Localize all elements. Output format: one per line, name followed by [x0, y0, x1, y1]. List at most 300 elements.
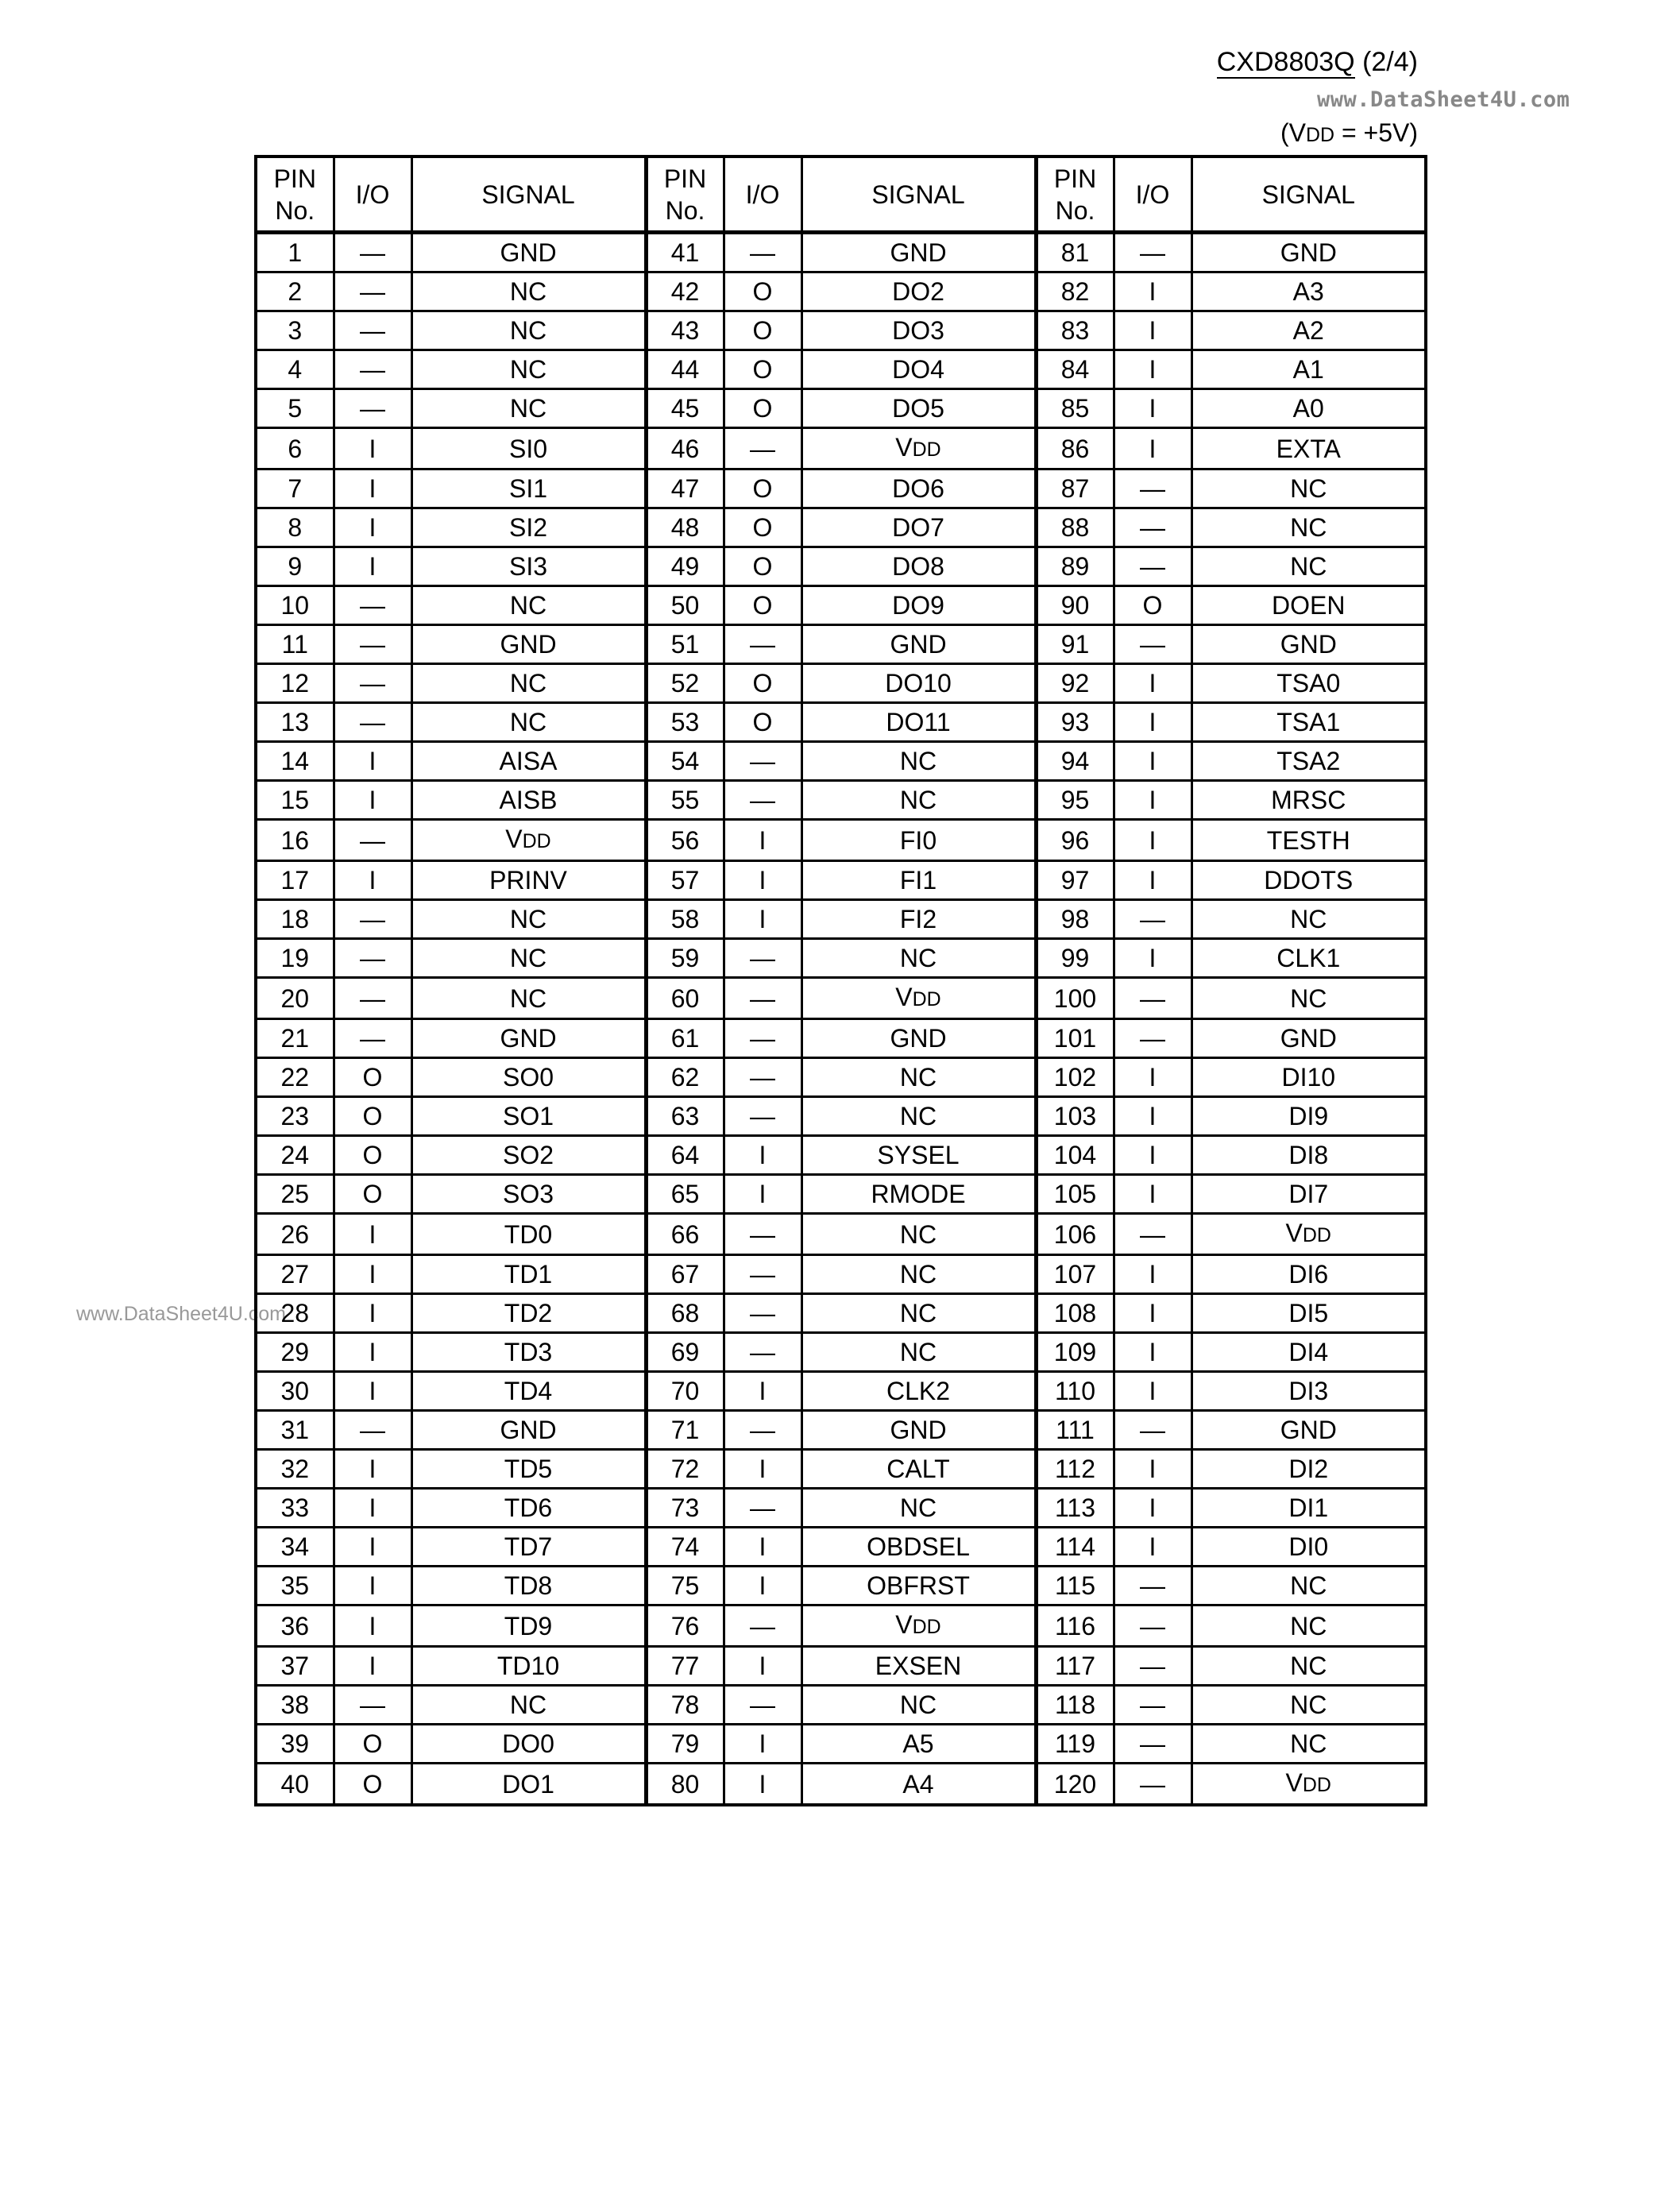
- io-cell: I: [334, 1528, 411, 1567]
- io-cell: O: [724, 311, 801, 350]
- pin-number-cell: 16: [256, 820, 334, 861]
- signal-cell: DOEN: [1191, 586, 1426, 625]
- signal-cell: TSA2: [1191, 742, 1426, 781]
- signal-cell: NC: [801, 1294, 1036, 1333]
- io-cell: I: [1114, 781, 1191, 820]
- io-cell: —: [334, 820, 411, 861]
- pin-number-cell: 25: [256, 1175, 334, 1214]
- table-row: [256, 428, 1426, 469]
- pin-number-cell: 97: [1036, 861, 1114, 900]
- pin-number-cell: 5: [256, 389, 334, 428]
- signal-cell: DO1: [411, 1764, 646, 1806]
- signal-cell: DI5: [1191, 1294, 1426, 1333]
- table-row: [256, 781, 1426, 820]
- io-cell: I: [334, 428, 411, 469]
- io-cell: —: [724, 625, 801, 664]
- signal-cell: A1: [1191, 350, 1426, 389]
- signal-cell: DO0: [411, 1725, 646, 1764]
- table-header-row: [256, 156, 1426, 233]
- signal-cell: DI3: [1191, 1372, 1426, 1411]
- table-row: [256, 742, 1426, 781]
- pin-number-cell: 28: [256, 1294, 334, 1333]
- pin-number-cell: 75: [646, 1567, 724, 1605]
- signal-cell: NC: [411, 311, 646, 350]
- io-cell: O: [334, 1175, 411, 1214]
- table-row: [256, 1255, 1426, 1294]
- signal-cell: GND: [801, 233, 1036, 272]
- table-row: [256, 1136, 1426, 1175]
- table-row: [256, 1411, 1426, 1450]
- table-row: [256, 1489, 1426, 1528]
- pin-number-cell: 7: [256, 469, 334, 508]
- signal-cell: NC: [801, 1255, 1036, 1294]
- table-row: [256, 1567, 1426, 1605]
- pin-number-cell: 119: [1036, 1725, 1114, 1764]
- io-cell: O: [724, 508, 801, 547]
- pin-number-cell: 62: [646, 1058, 724, 1097]
- table-row: [256, 233, 1426, 272]
- signal-cell: NC: [411, 703, 646, 742]
- header-pin-no: PIN No.: [646, 156, 724, 233]
- signal-cell: TD1: [411, 1255, 646, 1294]
- signal-cell: DI1: [1191, 1489, 1426, 1528]
- table-row: [256, 1725, 1426, 1764]
- signal-cell: A4: [801, 1764, 1036, 1806]
- pin-number-cell: 47: [646, 469, 724, 508]
- table-row: [256, 1528, 1426, 1567]
- io-cell: O: [334, 1764, 411, 1806]
- pin-number-cell: 31: [256, 1411, 334, 1450]
- io-cell: I: [724, 820, 801, 861]
- io-cell: I: [334, 781, 411, 820]
- io-cell: —: [724, 1214, 801, 1255]
- header-io: I/O: [334, 156, 411, 233]
- signal-cell: VDD: [801, 428, 1036, 469]
- signal-cell: NC: [801, 742, 1036, 781]
- signal-cell: AISB: [411, 781, 646, 820]
- signal-cell: TD10: [411, 1647, 646, 1686]
- io-cell: O: [724, 586, 801, 625]
- signal-cell: NC: [1191, 1686, 1426, 1725]
- pin-number-cell: 114: [1036, 1528, 1114, 1567]
- pin-number-cell: 24: [256, 1136, 334, 1175]
- pin-number-cell: 105: [1036, 1175, 1114, 1214]
- io-cell: —: [334, 978, 411, 1019]
- table-row: [256, 703, 1426, 742]
- pin-number-cell: 76: [646, 1605, 724, 1647]
- signal-cell: GND: [411, 625, 646, 664]
- io-cell: O: [334, 1058, 411, 1097]
- signal-cell: NC: [411, 389, 646, 428]
- io-cell: I: [1114, 1333, 1191, 1372]
- pin-number-cell: 56: [646, 820, 724, 861]
- io-cell: —: [724, 1489, 801, 1528]
- pin-number-cell: 89: [1036, 547, 1114, 586]
- pin-number-cell: 63: [646, 1097, 724, 1136]
- signal-cell: FI1: [801, 861, 1036, 900]
- io-cell: O: [724, 350, 801, 389]
- signal-cell: TSA1: [1191, 703, 1426, 742]
- pin-number-cell: 11: [256, 625, 334, 664]
- io-cell: I: [334, 1372, 411, 1411]
- io-cell: —: [1114, 978, 1191, 1019]
- signal-cell: NC: [1191, 900, 1426, 939]
- io-cell: I: [1114, 1255, 1191, 1294]
- signal-cell: DDOTS: [1191, 861, 1426, 900]
- io-cell: I: [334, 1647, 411, 1686]
- signal-cell: A0: [1191, 389, 1426, 428]
- page-indicator: (2/4): [1362, 47, 1418, 77]
- table-row: [256, 1605, 1426, 1647]
- pin-number-cell: 35: [256, 1567, 334, 1605]
- pin-table: [254, 155, 1427, 1806]
- signal-cell: NC: [801, 1686, 1036, 1725]
- io-cell: I: [724, 1725, 801, 1764]
- pin-number-cell: 88: [1036, 508, 1114, 547]
- pin-number-cell: 32: [256, 1450, 334, 1489]
- signal-cell: NC: [1191, 1725, 1426, 1764]
- pin-number-cell: 20: [256, 978, 334, 1019]
- signal-cell: NC: [801, 1489, 1036, 1528]
- table-row: [256, 1450, 1426, 1489]
- io-cell: O: [334, 1725, 411, 1764]
- table-row: [256, 1294, 1426, 1333]
- signal-cell: OBFRST: [801, 1567, 1036, 1605]
- pin-number-cell: 66: [646, 1214, 724, 1255]
- supply-condition: (VDD = +5V): [1280, 118, 1418, 147]
- pin-number-cell: 118: [1036, 1686, 1114, 1725]
- pin-number-cell: 45: [646, 389, 724, 428]
- signal-cell: DO9: [801, 586, 1036, 625]
- io-cell: I: [1114, 311, 1191, 350]
- signal-cell: SO0: [411, 1058, 646, 1097]
- pin-number-cell: 91: [1036, 625, 1114, 664]
- io-cell: I: [724, 1372, 801, 1411]
- pin-number-cell: 82: [1036, 272, 1114, 311]
- pin-number-cell: 108: [1036, 1294, 1114, 1333]
- pin-number-cell: 17: [256, 861, 334, 900]
- pin-number-cell: 90: [1036, 586, 1114, 625]
- table-row: [256, 350, 1426, 389]
- io-cell: I: [334, 742, 411, 781]
- io-cell: —: [334, 1686, 411, 1725]
- table-row: [256, 861, 1426, 900]
- io-cell: I: [334, 861, 411, 900]
- pin-number-cell: 92: [1036, 664, 1114, 703]
- table-row: [256, 469, 1426, 508]
- pin-number-cell: 95: [1036, 781, 1114, 820]
- pin-number-cell: 94: [1036, 742, 1114, 781]
- pin-number-cell: 110: [1036, 1372, 1114, 1411]
- pin-number-cell: 42: [646, 272, 724, 311]
- io-cell: O: [724, 389, 801, 428]
- signal-cell: GND: [411, 1019, 646, 1058]
- table-row: [256, 586, 1426, 625]
- pin-number-cell: 49: [646, 547, 724, 586]
- signal-cell: NC: [1191, 1605, 1426, 1647]
- pin-number-cell: 27: [256, 1255, 334, 1294]
- pin-number-cell: 115: [1036, 1567, 1114, 1605]
- pin-number-cell: 101: [1036, 1019, 1114, 1058]
- pin-number-cell: 36: [256, 1605, 334, 1647]
- pin-number-cell: 14: [256, 742, 334, 781]
- header-pin-no: PIN No.: [256, 156, 334, 233]
- io-cell: I: [1114, 861, 1191, 900]
- pin-number-cell: 74: [646, 1528, 724, 1567]
- table-row: [256, 664, 1426, 703]
- signal-cell: DI9: [1191, 1097, 1426, 1136]
- pin-number-cell: 34: [256, 1528, 334, 1567]
- io-cell: I: [724, 861, 801, 900]
- pin-number-cell: 80: [646, 1764, 724, 1806]
- pin-number-cell: 37: [256, 1647, 334, 1686]
- signal-cell: NC: [1191, 1567, 1426, 1605]
- pin-number-cell: 22: [256, 1058, 334, 1097]
- signal-cell: GND: [801, 1411, 1036, 1450]
- io-cell: I: [724, 1528, 801, 1567]
- io-cell: I: [334, 1294, 411, 1333]
- signal-cell: GND: [1191, 1019, 1426, 1058]
- signal-cell: TD0: [411, 1214, 646, 1255]
- pin-number-cell: 112: [1036, 1450, 1114, 1489]
- io-cell: —: [334, 1019, 411, 1058]
- io-cell: —: [724, 1294, 801, 1333]
- pin-number-cell: 26: [256, 1214, 334, 1255]
- io-cell: I: [1114, 664, 1191, 703]
- io-cell: I: [1114, 1489, 1191, 1528]
- signal-cell: NC: [801, 781, 1036, 820]
- pin-number-cell: 98: [1036, 900, 1114, 939]
- io-cell: —: [724, 1019, 801, 1058]
- io-cell: I: [724, 1764, 801, 1806]
- signal-cell: FI0: [801, 820, 1036, 861]
- pin-number-cell: 50: [646, 586, 724, 625]
- signal-cell: DI10: [1191, 1058, 1426, 1097]
- signal-cell: TD4: [411, 1372, 646, 1411]
- io-cell: I: [724, 1567, 801, 1605]
- io-cell: —: [334, 703, 411, 742]
- pin-number-cell: 68: [646, 1294, 724, 1333]
- signal-cell: SO1: [411, 1097, 646, 1136]
- io-cell: I: [1114, 703, 1191, 742]
- io-cell: —: [334, 350, 411, 389]
- pin-number-cell: 55: [646, 781, 724, 820]
- io-cell: —: [1114, 547, 1191, 586]
- signal-cell: VDD: [1191, 1764, 1426, 1806]
- signal-cell: NC: [411, 586, 646, 625]
- signal-cell: NC: [411, 350, 646, 389]
- signal-cell: CLK2: [801, 1372, 1036, 1411]
- io-cell: I: [1114, 1294, 1191, 1333]
- table-row: [256, 1333, 1426, 1372]
- signal-cell: NC: [411, 939, 646, 978]
- pin-number-cell: 106: [1036, 1214, 1114, 1255]
- signal-cell: CLK1: [1191, 939, 1426, 978]
- io-cell: —: [1114, 900, 1191, 939]
- pin-number-cell: 79: [646, 1725, 724, 1764]
- io-cell: O: [724, 272, 801, 311]
- signal-cell: TD9: [411, 1605, 646, 1647]
- io-cell: —: [334, 272, 411, 311]
- pin-number-cell: 60: [646, 978, 724, 1019]
- pin-number-cell: 12: [256, 664, 334, 703]
- pin-number-cell: 117: [1036, 1647, 1114, 1686]
- io-cell: —: [1114, 469, 1191, 508]
- io-cell: I: [1114, 820, 1191, 861]
- pin-number-cell: 6: [256, 428, 334, 469]
- pin-number-cell: 77: [646, 1647, 724, 1686]
- signal-cell: TD5: [411, 1450, 646, 1489]
- signal-cell: GND: [1191, 1411, 1426, 1450]
- pin-number-cell: 99: [1036, 939, 1114, 978]
- io-cell: —: [724, 1411, 801, 1450]
- io-cell: I: [334, 1450, 411, 1489]
- signal-cell: NC: [1191, 1647, 1426, 1686]
- io-cell: I: [724, 1450, 801, 1489]
- pin-number-cell: 109: [1036, 1333, 1114, 1372]
- io-cell: —: [334, 1411, 411, 1450]
- pin-number-cell: 33: [256, 1489, 334, 1528]
- io-cell: —: [724, 1686, 801, 1725]
- io-cell: I: [334, 1333, 411, 1372]
- part-number: CXD8803Q: [1216, 47, 1355, 77]
- header-signal: SIGNAL: [801, 156, 1036, 233]
- pin-number-cell: 52: [646, 664, 724, 703]
- pin-number-cell: 46: [646, 428, 724, 469]
- pin-number-cell: 39: [256, 1725, 334, 1764]
- pin-number-cell: 2: [256, 272, 334, 311]
- signal-cell: GND: [411, 233, 646, 272]
- signal-cell: NC: [801, 1214, 1036, 1255]
- signal-cell: SI0: [411, 428, 646, 469]
- io-cell: —: [724, 978, 801, 1019]
- signal-cell: GND: [1191, 233, 1426, 272]
- signal-cell: SO3: [411, 1175, 646, 1214]
- pin-number-cell: 9: [256, 547, 334, 586]
- signal-cell: DO2: [801, 272, 1036, 311]
- signal-cell: DO6: [801, 469, 1036, 508]
- signal-cell: DO4: [801, 350, 1036, 389]
- io-cell: I: [1114, 939, 1191, 978]
- pin-number-cell: 3: [256, 311, 334, 350]
- pin-number-cell: 19: [256, 939, 334, 978]
- io-cell: —: [724, 1058, 801, 1097]
- signal-cell: SI2: [411, 508, 646, 547]
- signal-cell: MRSC: [1191, 781, 1426, 820]
- io-cell: I: [1114, 1450, 1191, 1489]
- pin-number-cell: 61: [646, 1019, 724, 1058]
- table-row: [256, 1764, 1426, 1806]
- pin-number-cell: 64: [646, 1136, 724, 1175]
- io-cell: —: [1114, 508, 1191, 547]
- signal-cell: DI8: [1191, 1136, 1426, 1175]
- signal-cell: DI7: [1191, 1175, 1426, 1214]
- signal-cell: TD6: [411, 1489, 646, 1528]
- table-row: [256, 625, 1426, 664]
- pin-number-cell: 73: [646, 1489, 724, 1528]
- io-cell: —: [1114, 1605, 1191, 1647]
- header-signal: SIGNAL: [1191, 156, 1426, 233]
- signal-cell: NC: [411, 1686, 646, 1725]
- pin-number-cell: 8: [256, 508, 334, 547]
- header-pin-no: PIN No.: [1036, 156, 1114, 233]
- signal-cell: DI0: [1191, 1528, 1426, 1567]
- pin-number-cell: 15: [256, 781, 334, 820]
- watermark-top: www.DataSheet4U.com: [1317, 87, 1570, 112]
- signal-cell: VDD: [801, 978, 1036, 1019]
- io-cell: I: [1114, 1528, 1191, 1567]
- signal-cell: NC: [801, 1058, 1036, 1097]
- io-cell: I: [334, 1567, 411, 1605]
- table-row: [256, 547, 1426, 586]
- table-row: [256, 900, 1426, 939]
- pin-number-cell: 70: [646, 1372, 724, 1411]
- pin-number-cell: 40: [256, 1764, 334, 1806]
- io-cell: —: [334, 233, 411, 272]
- signal-cell: EXTA: [1191, 428, 1426, 469]
- signal-cell: NC: [801, 1333, 1036, 1372]
- table-row: [256, 1019, 1426, 1058]
- pin-number-cell: 65: [646, 1175, 724, 1214]
- io-cell: I: [1114, 389, 1191, 428]
- io-cell: I: [334, 1605, 411, 1647]
- io-cell: I: [724, 1175, 801, 1214]
- signal-cell: TD3: [411, 1333, 646, 1372]
- pin-number-cell: 113: [1036, 1489, 1114, 1528]
- pin-number-cell: 103: [1036, 1097, 1114, 1136]
- pin-number-cell: 72: [646, 1450, 724, 1489]
- io-cell: O: [724, 703, 801, 742]
- pin-number-cell: 69: [646, 1333, 724, 1372]
- signal-cell: DO3: [801, 311, 1036, 350]
- document-title: [1217, 46, 1418, 78]
- signal-cell: NC: [1191, 978, 1426, 1019]
- pin-number-cell: 81: [1036, 233, 1114, 272]
- signal-cell: DO10: [801, 664, 1036, 703]
- pin-number-cell: 96: [1036, 820, 1114, 861]
- io-cell: I: [1114, 1058, 1191, 1097]
- pin-number-cell: 41: [646, 233, 724, 272]
- io-cell: O: [724, 547, 801, 586]
- pin-number-cell: 57: [646, 861, 724, 900]
- signal-cell: TD8: [411, 1567, 646, 1605]
- io-cell: I: [334, 508, 411, 547]
- table-row: [256, 1214, 1426, 1255]
- pin-number-cell: 71: [646, 1411, 724, 1450]
- pin-number-cell: 78: [646, 1686, 724, 1725]
- pin-number-cell: 120: [1036, 1764, 1114, 1806]
- signal-cell: CALT: [801, 1450, 1036, 1489]
- signal-cell: DO5: [801, 389, 1036, 428]
- signal-cell: NC: [411, 664, 646, 703]
- io-cell: —: [1114, 1214, 1191, 1255]
- table-row: [256, 272, 1426, 311]
- pin-number-cell: 53: [646, 703, 724, 742]
- io-cell: I: [1114, 742, 1191, 781]
- table-row: [256, 1175, 1426, 1214]
- signal-cell: A2: [1191, 311, 1426, 350]
- signal-cell: DO8: [801, 547, 1036, 586]
- signal-cell: DO11: [801, 703, 1036, 742]
- io-cell: I: [724, 1647, 801, 1686]
- pin-number-cell: 1: [256, 233, 334, 272]
- header-signal: SIGNAL: [411, 156, 646, 233]
- pin-number-cell: 59: [646, 939, 724, 978]
- table-row: [256, 508, 1426, 547]
- signal-cell: SI1: [411, 469, 646, 508]
- io-cell: —: [1114, 233, 1191, 272]
- io-cell: —: [1114, 1686, 1191, 1725]
